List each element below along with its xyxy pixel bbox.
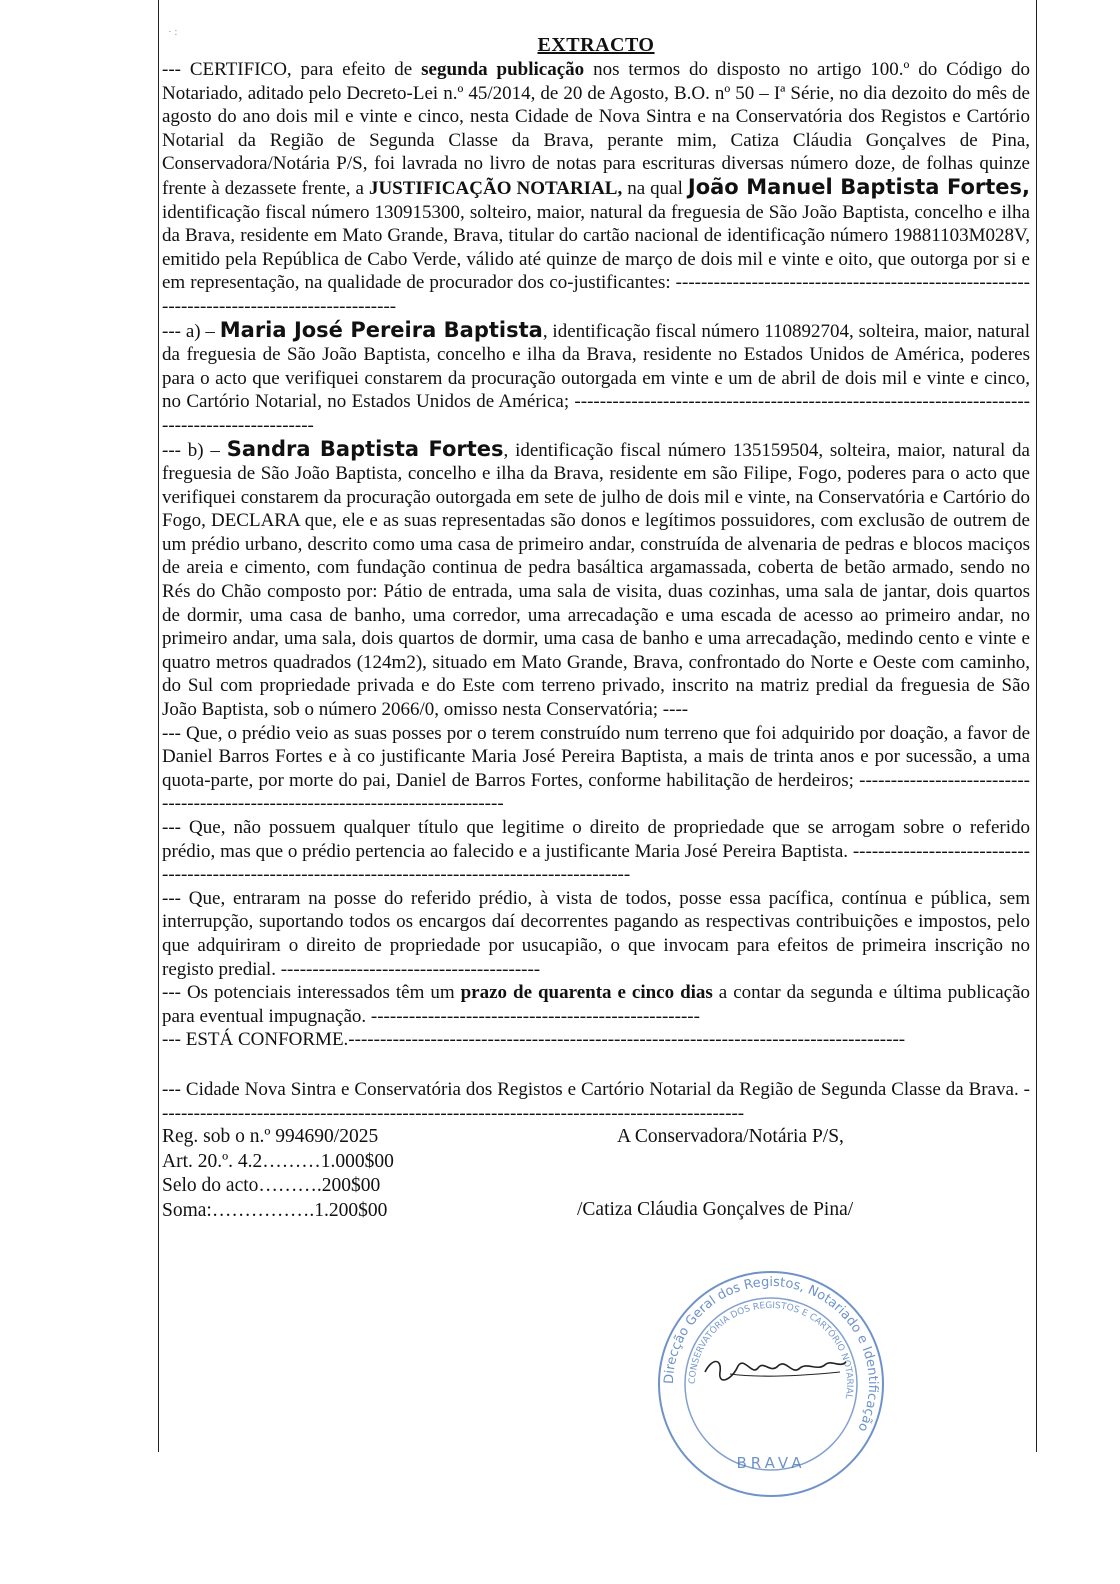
left-margin-line [158, 0, 159, 1452]
paragraph-b [162, 438, 1030, 722]
paragraph-posse: --- Que, entraram na posse do referido prédio, à vista de todos, posse essa pacífica, contínua e pública, sem interrupção, suportando todos os encargos daí decorrentes pagando as respectivas contribuições e impostos, pelo que adquiriram o direito de propriedade por usucapião, o que invocam para efeitos de primeira inscrição no registo predial. ----------------------------------------- [162, 887, 1030, 980]
signature-space [577, 1174, 897, 1198]
official-stamp [655, 1268, 887, 1500]
signature-block [577, 1125, 897, 1222]
paragraph-titulo: --- Que, não possuem qualquer título que legitime o direito de propriedade que se arrogam sobre o referido prédio, mas que o prédio pertencia ao falecido e a justificante Maria José Pereira Baptista. ------------------------------------------------------------------------------------------------------ [162, 817, 1030, 886]
paragraph-posses: --- Que, o prédio veio as suas posses por o terem construído num terreno que foi adquirido por doação, a favor de Daniel Barros Fortes e à co justificante Maria José Pereira Baptista, a mais de trinta anos e por sucessão, a uma quota-parte, por morte do pai, Daniel de Barros Fortes, conforme habilitação de herdeiros; --------------------------------------------------------------------------------- [162, 722, 1030, 815]
text: --- CERTIFICO, para efeito de [162, 59, 422, 80]
scan-mark: · : [168, 26, 178, 38]
signature-scribble [700, 1354, 850, 1384]
stamp-inner-text [688, 1301, 854, 1400]
fee-total: Soma:…………….1.200$00 [162, 1199, 388, 1221]
bold-text: segunda publicação [421, 59, 585, 80]
bold-text: prazo de quarenta e cinco dias [460, 982, 713, 1004]
stamp-inner-path: CONSERVATÓRIA DOS REGISTOS E CARTÓRIO NOTARIAL [687, 1300, 855, 1400]
text: , identificação fiscal número 135159504, solteira, maior, natural da freguesia de São João Baptista, concelho e ilha da Brava, residente em são Filipe, Fogo, poderes para o acto que verifiquei constarem da procuração outorgada em sete de julho de dois mil e vinte, na Conservatória e Cartório do Fogo, DECLARA que, ele e as suas representadas são donos e legítimos possuidores, com exclusão de outrem de um prédio urbano, descrito como uma casa de primeiro andar, construída de alvenaria de pedras e blocos maciços de areia e cimento, com fundação continua de pedra basáltica argamassada, coberta de betão armado, sendo no Rés do Chão composto por: Pátio de entrada, uma sala de visita, duas cozinhas, uma sala de jantar, dois quartos de dormir, uma casa de banho, uma corredor, uma arrecadação e uma escada de acesso ao primeiro andar, no primeiro andar, uma sala, dois quartos de dormir, uma casa de banho e uma arrecadação, medindo cento e vinte e quatro metros quadrados (124m2), situado em Mato Grande, Brava, confrontado do Norte e Oeste com caminho, do Sul com propriedade privada e do Este com terreno privado, inscrito na matriz predial da freguesia de São João Baptista, sob o número 2066/0, omisso nesta Conservatória; ---- [162, 439, 1030, 721]
right-margin-line [1036, 0, 1037, 1452]
signature-space [577, 1150, 897, 1174]
text: , identificação fiscal número 110892704, solteira, maior, natural da freguesia de São João Baptista, concelho e ilha da Brava, residente no Estados Unidos de América, poderes para o acto que verifiquei constarem da procuração outorgada em vinte e um de abril de dois mil e vinte e cinco, no Cartório Notarial, no Estados Unidos de América; ------------------------------------------------------------------------------------------------ [162, 320, 1030, 436]
text: a contar da segunda e última publicação para eventual impugnação. ---------------------------------------------------- [162, 982, 1030, 1027]
paragraph-cidade: --- Cidade Nova Sintra e Conservatória dos Registos e Cartório Notarial da Região de Segunda Classe da Brava. --------------------------------------------------------------------------------------------- [162, 1078, 1030, 1124]
stamp-outer-path: Direcção Geral dos Registos, Notariado e Identificação [661, 1274, 881, 1434]
document-body [162, 34, 1031, 1221]
stamp-inner-ring [685, 1298, 857, 1470]
registration-number: Reg. sob o n.º 994690/2025 [162, 1126, 379, 1148]
paragraph-a [162, 319, 1030, 438]
person-name: Maria José Pereira Baptista [219, 317, 543, 342]
paragraph-prazo [162, 981, 1030, 1028]
text: nos termos do disposto no artigo 100.º do Código do Notariado, aditado pelo Decreto-Lei n.º 45/2014, de 20 de Agosto, B.O. nº 50 – Iª Série, no dia dezoito do mês de agosto do ano dois mil e vinte e cinco, nesta Cidade de Nova Sintra e na Conservatória dos Registos e Cartório Notarial da Região de Segunda Classe da Brava, perante mim, Catiza Cláudia Gonçalves de Pina, Conservadora/Notária P/S, foi lavrada no livro de notas para escrituras diversas número doze, de folhas quinze frente à dezassete frente, a [162, 59, 1031, 199]
text: --- b) – [162, 439, 227, 461]
paragraph-conforme: --- ESTÁ CONFORME.---------------------------------------------------------------------------------------- [162, 1029, 906, 1051]
text: --- a) – [162, 320, 220, 342]
document-title: EXTRACTO [537, 34, 655, 56]
text: na qual [622, 177, 688, 199]
fee-article: Art. 20.º. 4.2………1.000$00 [162, 1150, 394, 1172]
person-name: Sandra Baptista Fortes [226, 436, 504, 461]
signer-role: A Conservadora/Notária P/S, [617, 1126, 844, 1148]
paragraph-certifico [162, 58, 1030, 319]
signer-name: /Catiza Cláudia Gonçalves de Pina/ [577, 1198, 854, 1220]
fee-seal: Selo do acto……….200$00 [162, 1175, 381, 1197]
stamp-bottom-text: BRAVA [736, 1454, 806, 1472]
fees-block [162, 1125, 462, 1223]
text: --- Os potenciais interessados têm um [162, 982, 461, 1004]
spacer [162, 1052, 1030, 1078]
person-name: João Manuel Baptista Fortes, [687, 174, 1030, 199]
bold-text: JUSTIFICAÇÃO NOTARIAL, [368, 177, 623, 199]
text: identificação fiscal número 130915300, solteiro, maior, natural da freguesia de São João Baptista, concelho e ilha da Brava, residente em Mato Grande, Brava, titular do cartão nacional de identificação número 19881103M028V, emitido pela República de Cabo Verde, válido até quinze de março de dois mil e vinte e oito, que outorga por si e em representação, na qualidade de procurador dos co-justificantes: --------------------------------------------------------------------------------------------- [162, 201, 1030, 317]
